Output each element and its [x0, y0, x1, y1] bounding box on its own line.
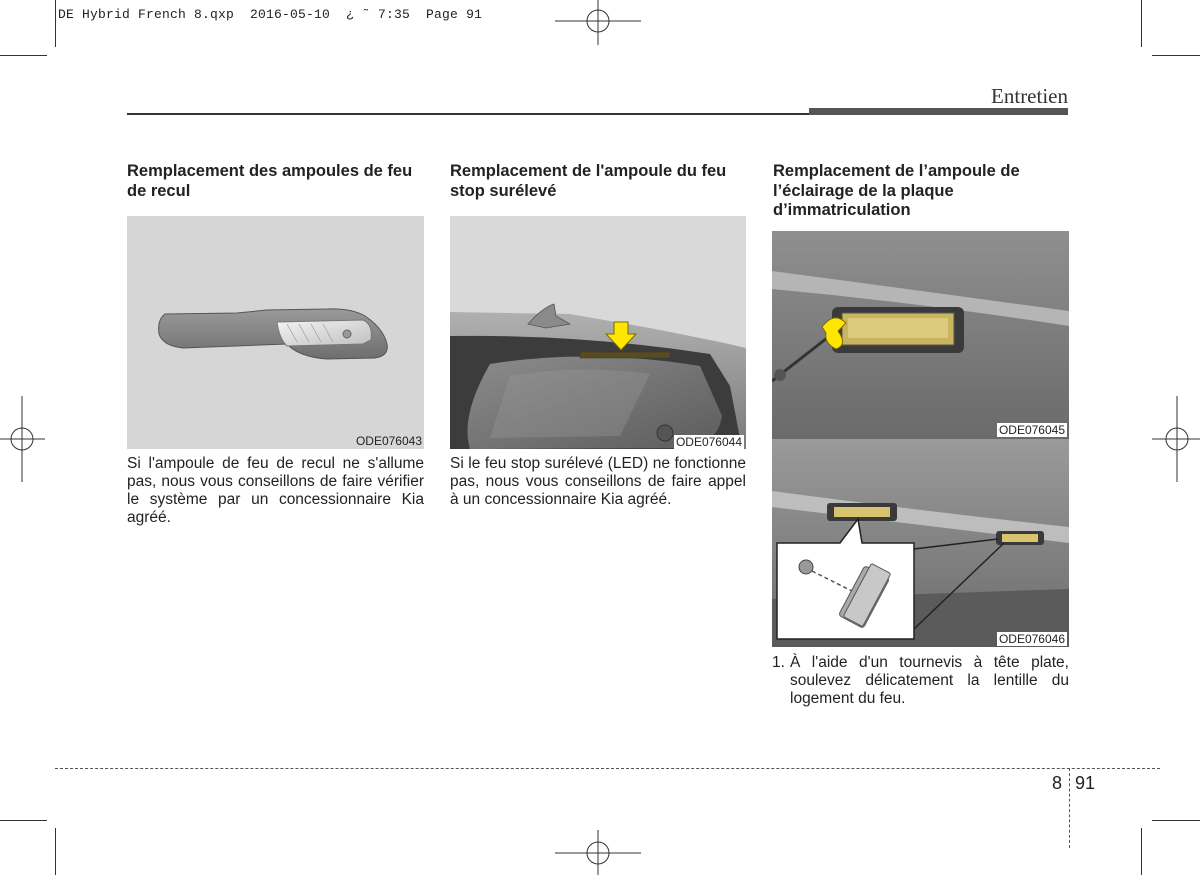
heading-reverse-light: Remplacement des ampoules de feu de recul	[127, 162, 413, 200]
footer-rule	[55, 768, 1160, 769]
crop-mark	[1152, 820, 1200, 821]
crop-mark	[0, 820, 47, 821]
registration-mark-right	[1152, 396, 1200, 482]
paragraph-high-mount-stop-light: Si le feu stop surélevé (LED) ne fonctionne pas, nous vous conseillons de faire appel à un concessionnaire Kia agréé.	[450, 455, 746, 508]
figure-code: ODE076046	[998, 632, 1065, 646]
print-slug: DE Hybrid French 8.qxp 2016-05-10 ¿ ˜ 7:35 Page 91	[58, 7, 483, 22]
heading-high-mount-stop-light: Remplacement de l'ampoule du feu stop surélevé	[450, 162, 727, 200]
crop-mark	[55, 828, 56, 875]
header-rule-accent	[809, 108, 1068, 115]
figure-high-mount-stop-light	[450, 216, 746, 449]
figure-code: ODE076045	[998, 423, 1065, 437]
step-number: 1.	[772, 654, 785, 671]
crop-mark	[1141, 0, 1142, 47]
figure-code: ODE076043	[355, 434, 422, 448]
crop-mark	[0, 55, 47, 56]
figure-code: ODE076044	[675, 435, 742, 449]
registration-mark-left	[0, 396, 45, 482]
registration-mark-top	[555, 0, 641, 45]
chapter-number: 8	[1052, 773, 1063, 793]
page-number: 91	[1075, 773, 1096, 793]
figure-license-plate-light-top	[772, 231, 1069, 439]
figure-reverse-light	[127, 216, 424, 449]
figure-license-plate-light-bottom	[772, 439, 1069, 647]
crop-mark	[55, 0, 56, 47]
header-rule	[127, 113, 809, 115]
registration-mark-bottom	[555, 830, 641, 875]
crop-mark	[1141, 828, 1142, 875]
crop-mark	[1152, 55, 1200, 56]
paragraph-reverse-light: Si l'ampoule de feu de recul ne s'allume pas, nous vous conseillons de faire vérifier le système par un concessionnaire Kia agréé.	[127, 455, 424, 526]
footer-divider	[1069, 768, 1070, 848]
step-text: À l'aide d'un tournevis à tête plate, soulevez délicatement la lentille du logement du feu.	[790, 654, 1069, 707]
section-title: Entretien	[991, 84, 1068, 108]
heading-license-plate-light: Remplacement de l’ampoule de l’éclairage de la plaque d’immatriculation	[773, 162, 1020, 219]
